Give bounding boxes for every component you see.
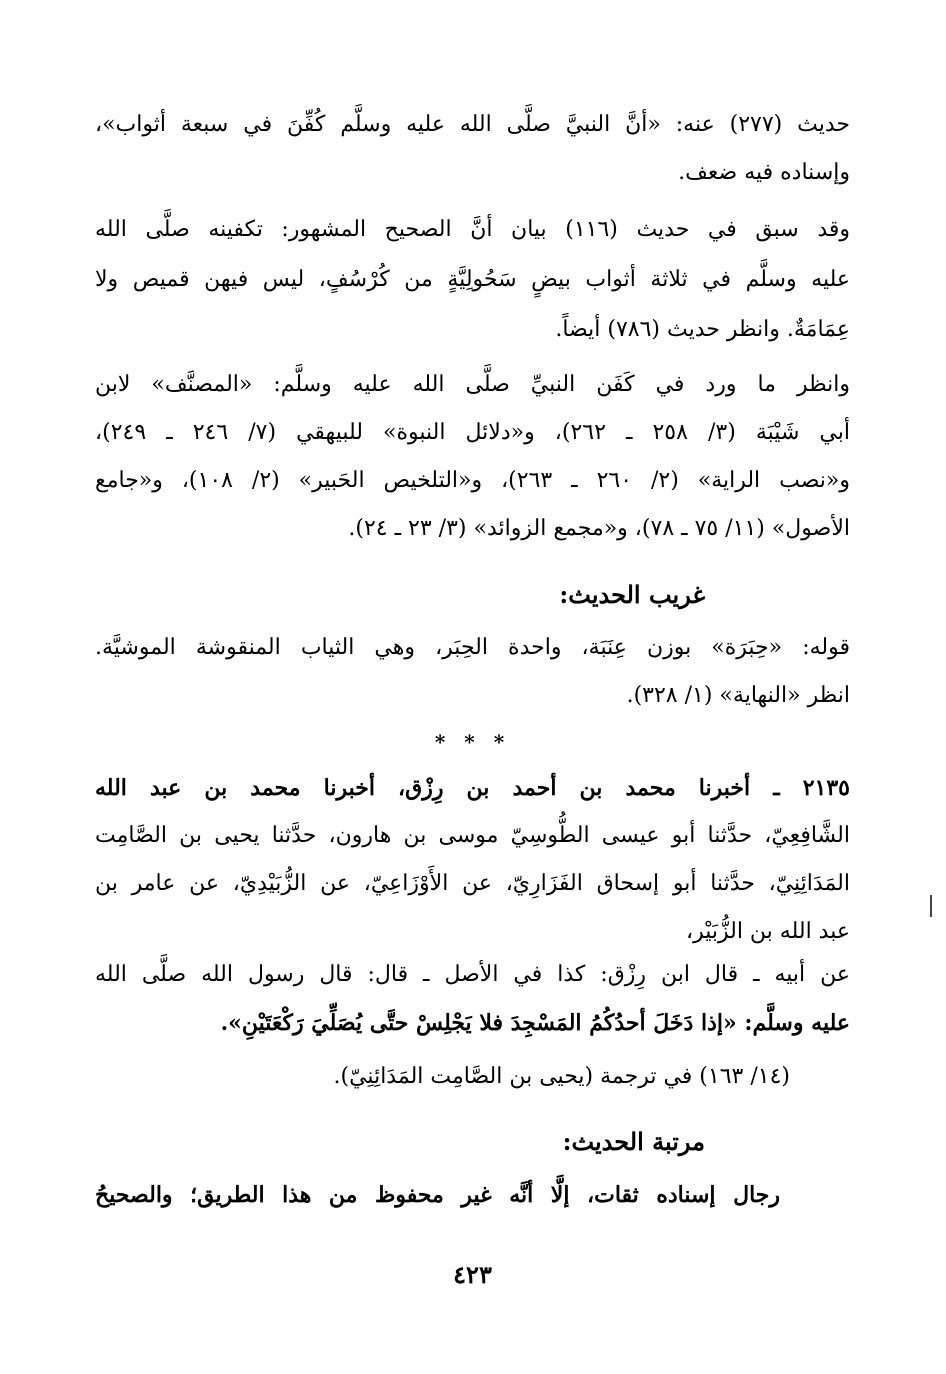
- hadith-line: الشَّافِعِيّ، حدَّثنا أبو عيسى الطُّوسِيّ موسى بن هارون، حدَّثنا يحيى بن الصَّامِت: [95, 823, 850, 848]
- paragraph-line: وإسناده فيه ضعف.: [678, 160, 850, 185]
- page-number: ٤٢٣: [453, 1260, 492, 1289]
- paragraph-line: رجال إسناده ثقات، إلَّا أنَّه غير محفوظ من هذا الطريق؛ والصحيحُ: [95, 1182, 780, 1208]
- hadith-line: المَدَائِنِيّ، حدَّثنا أبو إسحاق الفَزَارِيّ، عن الأَوْزَاعِيّ، عن الزُّبَيْدِيّ، عن عامر بن: [95, 871, 850, 896]
- paragraph-line: وانظر ما ورد في كَفَن النبيِّ صلَّى الله عليه وسلَّم: «المصنَّف» لابن: [95, 372, 850, 397]
- hadith-source-line: (١٤/ ١٦٣) في ترجمة (يحيى بن الصَّامِت المَدَائِنِيّ).: [333, 1064, 790, 1089]
- section-heading: غريب الحديث:: [559, 580, 705, 609]
- hadith-line: عبد الله بن الزُّبَيْر،: [685, 919, 850, 944]
- hadith-line: عليه وسلَّم: «إذا دَخَلَ أحدُكُمُ المَسْجِدَ فلا يَجْلِسْ حتَّى يُصَلِّيَ رَكْعَتَيْنِ».: [220, 1010, 850, 1036]
- paragraph-line: انظر «النهاية» (١/ ٣٢٨).: [626, 683, 850, 708]
- paragraph-line: أبي شَيْبَة (٣/ ٢٥٨ ـ ٢٦٢)، و«دلائل النبوة» للبيهقي (٧/ ٢٤٦ ـ ٢٤٩)،: [95, 420, 851, 445]
- paragraph-line: قوله: «حِبَرَة» بوزن عِنَبَة، واحدة الحِبَر، وهي الثياب المنقوشة الموشيَّة.: [95, 635, 850, 660]
- paragraph-line: الأصول» (١١/ ٧٥ ـ ٧٨)، و«مجمع الزوائد» (٣/ ٢٣ ـ ٢٤).: [348, 516, 850, 541]
- paragraph-line: وقد سبق في حديث (١١٦) بيان أنَّ الصحيح المشهور: تكفينه صلَّى الله: [95, 217, 851, 242]
- section-separator: * * *: [434, 730, 511, 754]
- hadith-line: ٢١٣٥ ـ أخبرنا محمد بن أحمد بن رِزْق، أخبرنا محمد بن عبد الله: [95, 775, 850, 801]
- paragraph-line: و«نصب الراية» (٢/ ٢٦٠ ـ ٢٦٣)، و«التلخيص الحَبير» (٢/ ١٠٨)، و«جامع: [95, 468, 851, 493]
- document-page: [95, 90, 850, 1330]
- margin-mark: [930, 895, 932, 917]
- paragraph-line: حديث (٢٧٧) عنه: «أنَّ النبيَّ صلَّى الله عليه وسلَّم كُفِّنَ في سبعة أثواب»،: [95, 112, 851, 137]
- section-heading: مرتبة الحديث:: [562, 1127, 705, 1156]
- paragraph-line: عليه وسلَّم في ثلاثة أثواب بيضٍ سَحُولِيَّةٍ من كُرْسُفٍ، ليس فيهن قميص ولا: [95, 267, 850, 292]
- paragraph-line: عِمَامَةٌ. وانظر حديث (٧٨٦) أيضاً.: [555, 317, 850, 342]
- hadith-line: عن أبيه ـ قال ابن رِزْق: كذا في الأصل ـ قال: قال رسول الله صلَّى الله: [95, 962, 850, 987]
